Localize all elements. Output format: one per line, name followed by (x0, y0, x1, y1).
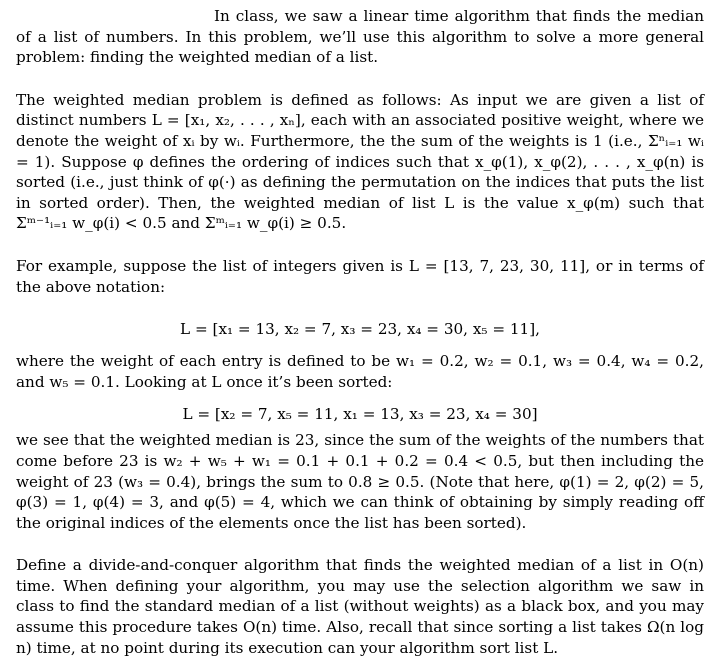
task-paragraph: Define a divide-and-conquer algorithm that finds the weighted median of a list in O(n) time. When defining your algorithm, you may use the selection algorithm we saw in class to find the standard median of a list (without weights) as a black box, and you may assume this procedure takes O(n) time. Also, recall that since sorting a list takes Ω(n log n) time, at no point during its execution can your algorithm sort list L. (16, 556, 704, 657)
definition-paragraph: The weighted median problem is defined as follows: As input we are given a list of distinct numbers L = [x₁, x₂, . . . , xₙ], each with an associated positive weight, where we denote the weight of xᵢ by wᵢ. Furthermore, the the sum of the weights is 1 (i.e., Σⁿᵢ₌₁ wᵢ = 1). Suppose φ defines the ordering of indices such that x_φ(1), x_φ(2), . . . , x_φ(n) is sorted (i.e., just think of φ(·) as defining the permutation on the indices that puts the list in sorted order). Then, the weighted median of list L is the value x_φ(m) such that Σᵐ⁻¹ᵢ₌₁ w_φ(i) < 0.5 and Σᵐᵢ₌₁ w_φ(i) ≥ 0.5. (16, 90, 704, 233)
spacer (16, 339, 704, 351)
explanation-paragraph: we see that the weighted median is 23, since the sum of the weights of the numbers that come before 23 is w₂ + w₅ + w₁ = 0.1 + 0.1 + 0.2 = 0.4 < 0.5, but then including the weight of 23 (w₃ = 0.4), brings the sum to 0.8 ≥ 0.5. (Note that here, φ(1) = 2, φ(2) = 5, φ(3) = 1, φ(4) = 3, and φ(5) = 4, which we can think of obtaining by simply reading off the original indices of the elements once the list has been sorted). (16, 431, 704, 532)
spacer (16, 533, 704, 555)
document-page (16, 0, 704, 658)
sorted-list-equation: L = [x₂ = 7, x₅ = 11, x₁ = 13, x₃ = 23, x₄ = 30] (182, 405, 538, 424)
spacer (16, 234, 704, 256)
example-intro-paragraph: For example, suppose the list of integers given is L = [13, 7, 23, 30, 11], or in terms of the above notation: (16, 256, 704, 296)
spacer (16, 392, 704, 404)
unsorted-list-equation: L = [x₁ = 13, x₂ = 7, x₃ = 23, x₄ = 30, x₅ = 11], (180, 320, 540, 339)
intro-paragraph: In class, we saw a linear time algorithm that finds the median of a list of numbers. In this problem, we’ll use this algorithm to solve a more general problem: finding the weighted median of a list. (16, 7, 704, 67)
spacer (16, 68, 704, 90)
spacer (16, 297, 704, 319)
weights-paragraph: where the weight of each entry is defined to be w₁ = 0.2, w₂ = 0.1, w₃ = 0.4, w₄ = 0.2, and w₅ = 0.1. Looking at L once it’s been sorted: (16, 352, 704, 391)
